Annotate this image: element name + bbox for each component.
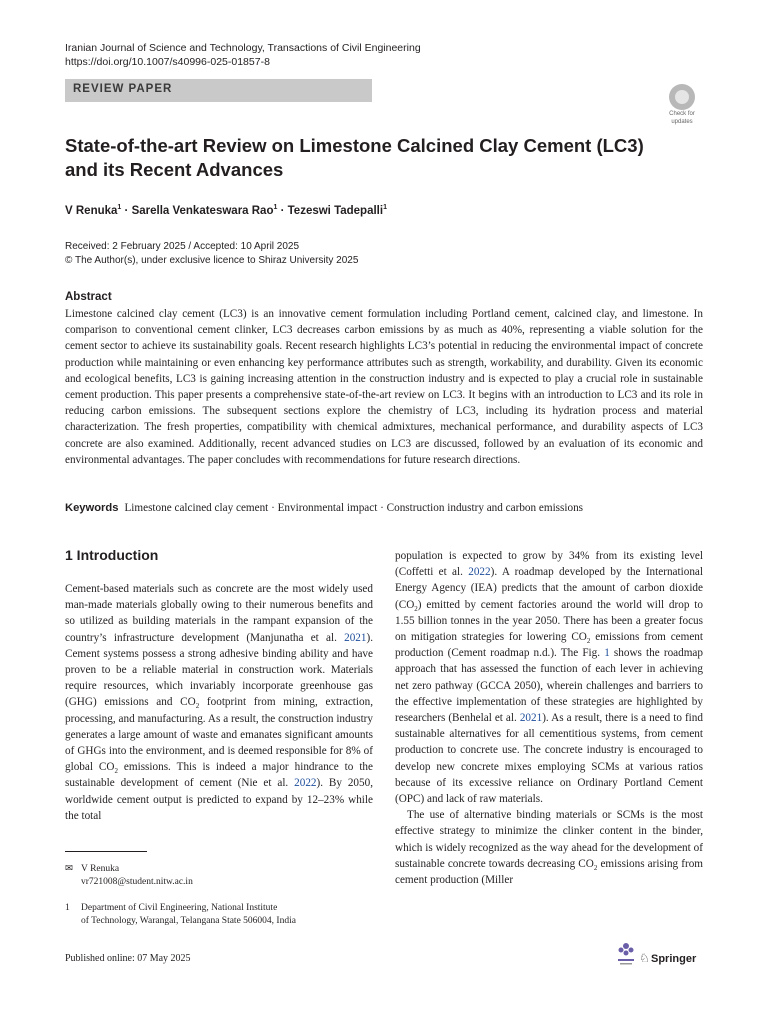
subscript: 2 bbox=[414, 604, 418, 613]
affiliation-line-2: of Technology, Warangal, Telangana State 506004, India bbox=[81, 916, 296, 926]
abstract-heading: Abstract bbox=[65, 291, 112, 303]
body-text: footprint from mining, extraction, processing, and manufacturing. As a result, the construction industry generates a large amount of waste and emanates significant amounts of GHGs into the environment, and is deemed responsible for 8% of global CO bbox=[65, 696, 373, 774]
article-dates bbox=[65, 240, 358, 268]
shiraz-university-logo-icon bbox=[614, 938, 638, 968]
figure-link[interactable]: 1 bbox=[604, 647, 610, 660]
check-updates-label-1: Check for bbox=[669, 111, 695, 117]
affiliation-line-1: Department of Civil Engineering, National Institute bbox=[81, 903, 278, 913]
body-text: population is expected to grow by 34% from its existing level (Coffetti et al. bbox=[395, 550, 703, 579]
author-2-aff: 1 bbox=[273, 204, 278, 212]
journal-header bbox=[65, 41, 421, 69]
citation-link[interactable]: 2022 bbox=[294, 777, 317, 790]
title-line-1: State-of-the-art Review on Limestone Calcined Clay Cement (LC3) bbox=[65, 135, 644, 156]
author-1-aff: 1 bbox=[117, 204, 122, 212]
body-text: emissions from cement production (Cement roadmap n.d.). The Fig. bbox=[395, 631, 704, 660]
body-text: Cement-based materials such as concrete are the most widely used man-made materials globally owing to their numerous benefits and so utilized as building materials in the rampant expansion of the country’s infrastructure development (Manjunatha et al. bbox=[65, 583, 373, 644]
paragraph bbox=[395, 548, 703, 807]
author-1[interactable]: V Renuka bbox=[65, 205, 118, 217]
paragraph bbox=[395, 807, 703, 888]
subscript: 2 bbox=[593, 864, 598, 873]
author-separator: · bbox=[121, 205, 132, 217]
title-line-2: and its Recent Advances bbox=[65, 159, 284, 180]
body-text: shows the roadmap approach that has assessed the function of each lever in achieving net zero pathway (GCCA 2050), wherein challenges and barriers to the effective implementation of these strategies are highlighted by researchers (Benhelal et al. bbox=[395, 647, 703, 725]
keywords bbox=[65, 502, 583, 514]
corresponding-author-email[interactable]: vr721008@student.nitw.ac.in bbox=[81, 877, 193, 887]
body-text: emissions arising from cement production (Miller bbox=[395, 857, 703, 887]
article-type-label: REVIEW PAPER bbox=[73, 83, 173, 95]
body-text: ). A roadmap developed by the International Energy Agency (IEA) predicts that the amount of carbon dioxide (CO bbox=[395, 566, 703, 611]
body-text: ) emitted by cement factories around the world will drop to 1.55 billion tonnes in the year 2050. There has been a greater focus on mitigation strategies for lowering CO bbox=[395, 598, 703, 644]
affiliation-number: 1 bbox=[65, 903, 70, 913]
author-separator: · bbox=[277, 205, 288, 217]
citation-link[interactable]: 2021 bbox=[344, 631, 367, 644]
body-text: emissions. This is indeed a major hindrance to the sustainable development of cement (Nie et al. bbox=[65, 761, 373, 790]
body-text: ). Cement systems possess a strong adhesive binding ability and have proven to be a reliable material in construction work. Materials require resources, which invariably incorporate greenhouse gas (GHG) emissions and CO bbox=[65, 631, 373, 709]
envelope-icon: ✉ bbox=[65, 864, 73, 874]
body-text: The use of alternative binding materials or SCMs is the most effective strategy to minimize the clinker content in the binder, which is widely recognized as the way ahead for the development of sustainable concrete towards decreasing CO bbox=[395, 809, 703, 870]
copyright-line: © The Author(s), under exclusive licence to Shiraz University 2025 bbox=[65, 255, 359, 266]
published-online: Published online: 07 May 2025 bbox=[65, 953, 191, 964]
check-for-updates-badge[interactable] bbox=[662, 84, 702, 124]
check-updates-label-2: updates bbox=[671, 118, 693, 125]
article-type-banner bbox=[65, 79, 372, 102]
body-text: ). By 2050, worldwide cement output is predicted to expand by 12–23% while the total bbox=[65, 777, 374, 822]
springer-horse-icon: ♘ bbox=[639, 951, 650, 965]
footnote-divider bbox=[65, 851, 147, 852]
subscript: 2 bbox=[114, 767, 118, 776]
body-text: ). As a result, there is a need to find sustainable alternatives for all cementitious systems, from cement production to concrete use. The concrete industry is encouraged to develop new concrete mixes employing SCMs at various ratios because of its excessive reliance on Ordinary Portland Cement (OPC) and lack of raw materials. bbox=[395, 712, 703, 806]
citation-link[interactable]: 2022 bbox=[468, 566, 491, 579]
subscript: 2 bbox=[195, 702, 200, 711]
section-heading-introduction: 1 Introduction bbox=[65, 547, 159, 563]
publisher-logos bbox=[614, 938, 706, 970]
corresponding-author-note bbox=[65, 863, 193, 889]
corresponding-author-name: V Renuka bbox=[81, 864, 120, 874]
paper-title bbox=[65, 134, 685, 182]
doi-link[interactable]: https://doi.org/10.1007/s40996-025-01857-8 bbox=[65, 56, 270, 68]
body-column-right bbox=[395, 548, 703, 888]
author-3[interactable]: Tezeswi Tadepalli bbox=[287, 205, 384, 217]
body-column-left bbox=[65, 581, 373, 824]
author-2[interactable]: Sarella Venkateswara Rao bbox=[131, 205, 274, 217]
affiliation-note bbox=[65, 902, 365, 928]
received-accepted: Received: 2 February 2025 / Accepted: 10 April 2025 bbox=[65, 241, 300, 252]
check-updates-icon bbox=[669, 84, 695, 110]
keywords-text: Limestone calcined clay cement · Environmental impact · Construction industry and carbon emissions bbox=[124, 502, 584, 514]
keywords-label: Keywords bbox=[65, 502, 119, 514]
author-3-aff: 1 bbox=[383, 204, 387, 212]
journal-name: Iranian Journal of Science and Technology, Transactions of Civil Engineering bbox=[65, 42, 421, 54]
citation-link[interactable]: 2021 bbox=[519, 712, 543, 725]
abstract-text: Limestone calcined clay cement (LC3) is an innovative cement formulation including Portland cement, calcined clay, and limestone. In comparison to conventional cement clinker, LC3 decreases carbon emissions by as much as 40%, representing a viable solution for the cement sector to achieve its sustainability goals. Recent research highlights LC3’s potential in reducing the environmental impact of concrete production while maintaining or even enhancing key performance attributes such as strength, workability, and durability. Given its economic and ecological benefits, LC3 is gaining increasing attention in the construction industry and is expected to play a crucial role in sustainable cement production. This paper presents a comprehensive state-of-the-art review on LC3. It begins with an introduction to LC3 and its role in reducing carbon emissions. The subsequent sections explore the chemistry of LC3, including its hydration process and material characterization. The fresh properties, compatibility with chemical admixtures, mechanical performance, and durability aspects of LC3 concrete are also examined. Additionally, recent advanced studies on LC3 are discussed, followed by an evaluation of its economic and environmental advantages. The paper concludes with recommendations for future research directions. bbox=[65, 308, 703, 466]
author-list bbox=[65, 205, 387, 217]
springer-name: Springer bbox=[651, 953, 697, 965]
subscript: 2 bbox=[586, 637, 591, 646]
